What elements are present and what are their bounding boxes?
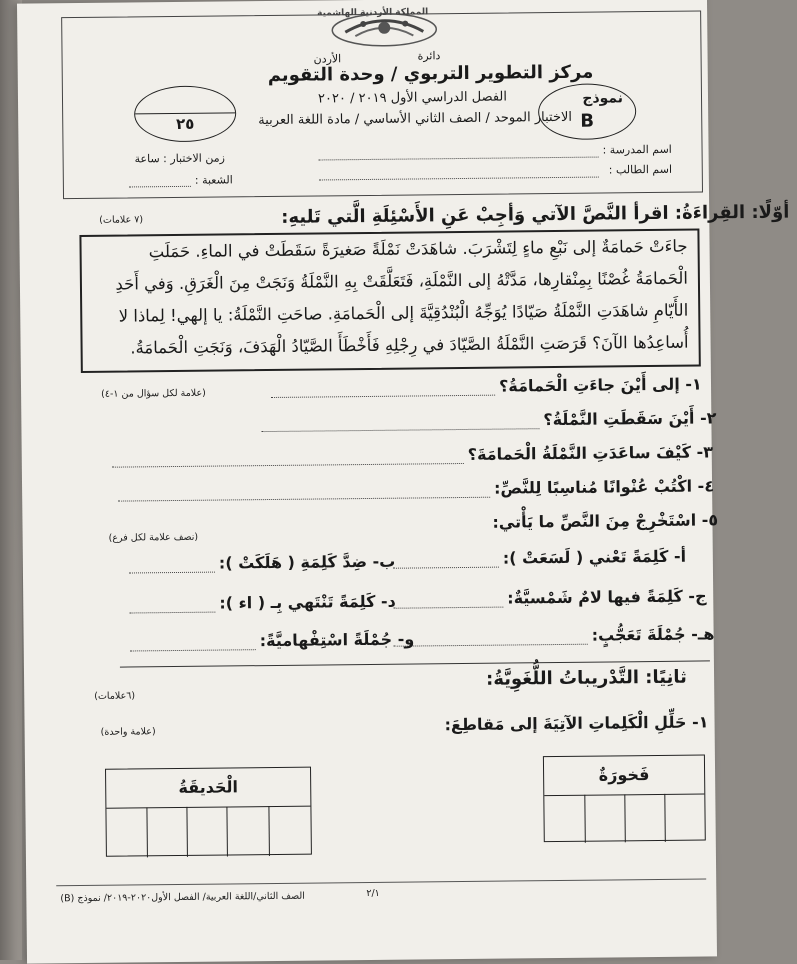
passage-line: أُساعِدُها الآنَ؟ قَرَصَتِ النَّمْلَةُ الصَّيّادَ في رِجْلِهِ فَأَخْطَأَ الصَّيّادُ الْهَدَفَ، وَنَجَتِ الْحَمامَةُ. [130, 332, 689, 358]
question-1: ١- إلى أَيْنَ جاءَتِ الْحَمامَةُ؟ [498, 374, 702, 396]
answer-5b-field[interactable] [129, 572, 215, 574]
language-marks: (٦علامات) [94, 690, 136, 702]
exam-title: الاختبار الموحد / الصف الثاني الأساسي / مادة اللغة العربية [258, 109, 573, 129]
question-5c: ج- كَلِمَةً فيها لامٌ شَمْسيَّةٌ: [507, 586, 707, 608]
language-q1-marks: (علامة واحدة) [100, 726, 156, 738]
total-score: ٢٥ [176, 114, 195, 133]
question-3: ٣- كَيْفَ ساعَدَتِ النَّمْلَةُ الْحَمامَةَ؟ [467, 442, 714, 464]
answer-1-field[interactable] [271, 395, 495, 398]
time-label: زمن الاختبار : ساعة [134, 151, 225, 166]
language-title: ثانِيًا: التَّدْريباتُ اللُّغَوِيَّةُ: [485, 666, 687, 690]
passage-line: الأَيّامِ شاهَدَتِ النَّمْلَةُ صَيّادًا يُوَجِّهُ الْبُنْدُقِيَّةَ إلى الْحَمامَةِ. صاحَتِ النَّمْلَةُ: يا إلهي! لِماذا لا [118, 300, 689, 326]
model-letter: B [580, 110, 595, 132]
center-title: مركز التطوير التربوي / وحدة التقويم [267, 61, 594, 87]
page-number: ٢/١ [366, 887, 380, 900]
answer-4-field[interactable] [118, 497, 490, 502]
answer-5c-field[interactable] [393, 607, 503, 609]
emblem-text: المملكة الأردنية الهاشمية [317, 7, 429, 19]
section-label: الشعبة : [194, 173, 233, 187]
word-2: الْحَديقَةُ [178, 777, 239, 797]
question-5d: د- كَلِمَةً تَنْتَهي بِـ ( اء ): [219, 591, 396, 613]
language-question-1: ١- حَلِّلِ الْكَلِماتِ الآتِيَةَ إلى مَقاطِعَ: [444, 712, 709, 735]
answer-5d-field[interactable] [129, 612, 215, 614]
footer-info: الصف الثاني/اللغة العربية/ الفصل الأول٢٠٢٠-٢٠١٩/ نموذج (B) [60, 890, 305, 905]
question-5b: ب- ضِدَّ كَلِمَةِ ( هَلَكَتْ ): [218, 551, 396, 573]
reading-passage [79, 229, 700, 373]
q1-marks: (علامة لكل سؤال من ١-٤) [101, 387, 206, 400]
answer-5a-field[interactable] [393, 567, 499, 569]
semester: الفصل الدراسي الأول ٢٠١٩ / ٢٠٢٠ [317, 89, 508, 107]
country: الأردن [313, 52, 342, 66]
answer-5f-field[interactable] [130, 649, 256, 651]
model-label: نموذج [582, 90, 624, 107]
syllable-box-word2 [105, 767, 312, 857]
passage-line: الْحَمامَةُ غُصْنًا بِمِنْقارِها، مَدَّتْهُ إلى النَّمْلَةِ، فَتَعَلَّقَتْ بِهِ النَّمْلَةُ وَنَجَتْ مِنَ الْغَرَقِ. وَفي أَحَدِ [115, 268, 689, 294]
reading-title: أوّلًا: القِراءَةُ: اقرأ النَّصَّ الآتي وَأجِبْ عَنِ الأَسْئِلَةِ الَّتي تَليهِ: [281, 201, 790, 228]
exam-paper [17, 0, 790, 964]
student-label: اسم الطالب : [608, 162, 673, 177]
dept-line: دائرة [417, 49, 441, 63]
question-4: ٤- اكْتُبْ عُنْوانًا مُناسِبًا لِلنَّصِّ: [493, 476, 715, 498]
question-5e: هـ- جُمْلَةَ تَعَجُّبٍ: [591, 624, 715, 645]
syllable-box-word1 [543, 754, 706, 842]
question-5: ٥- اسْتَخْرِجْ مِنَ النَّصِّ ما يَأْتي: [492, 510, 719, 532]
school-label: اسم المدرسة : [602, 142, 672, 157]
footer-divider [56, 878, 706, 886]
q5-marks: (نصف علامة لكل فرع) [108, 531, 199, 544]
word-1: فَخورَةٌ [598, 765, 650, 785]
question-2: ٢- أَيْنَ سَقَطَتِ النَّمْلَةُ؟ [543, 408, 717, 430]
question-5a: أ- كَلِمَةً تَعْني ( لَسَعَتْ ): [502, 546, 687, 568]
answer-3-field[interactable] [112, 463, 464, 468]
reading-marks: (٧ علامات) [99, 214, 144, 226]
passage-line: جاءَتْ حَمامَةٌ إلى نَبْعِ ماءٍ لِتَشْرَبَ. شاهَدَتْ نَمْلَةً صَغيرَةً سَقَطَتْ في الماءِ. حَمَلَتِ [148, 236, 688, 262]
answer-5e-field[interactable] [394, 644, 588, 647]
question-5f: و- جُمْلَةً اسْتِفْهاميَّةً: [259, 629, 415, 651]
answer-2-field[interactable] [261, 428, 539, 432]
